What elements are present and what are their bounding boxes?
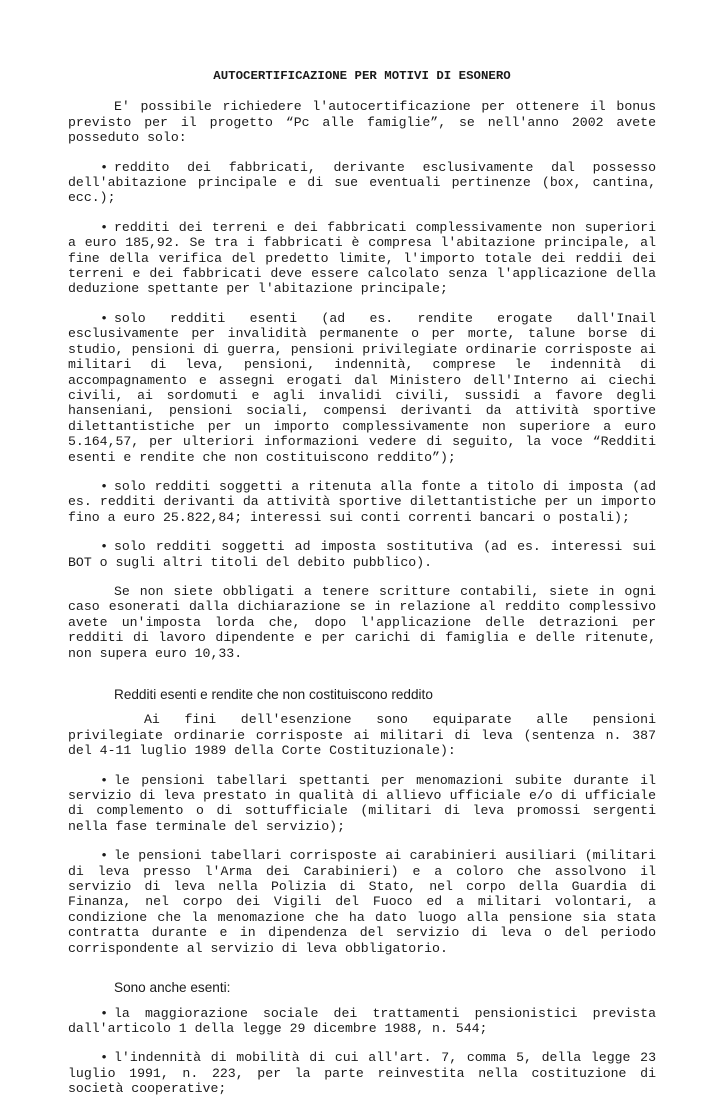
list-item-text: la maggiorazione sociale dei trattamenti pensionistici prevista dall'articolo 1 della legge 29 dicembre 1988, n. 544;	[68, 1005, 656, 1036]
list-item	[68, 160, 656, 206]
list-item	[68, 220, 656, 297]
bullet-icon: •	[100, 159, 108, 175]
section-heading: Redditi esenti e rendite che non costituiscono reddito	[114, 687, 433, 702]
list-item	[68, 1050, 656, 1096]
list-item	[68, 479, 656, 525]
list-item-text: le pensioni tabellari spettanti per menomazioni subite durante il servizio di leva prestato in qualità di allievo ufficiale e/o di ufficiale di complemento o di sottufficiale (militari di leva promossi sergenti nella fase terminale del servizio);	[68, 772, 656, 834]
list-item	[68, 311, 656, 465]
list-item	[68, 848, 656, 956]
section-intro-paragraph: Ai fini dell'esenzione sono equiparate alle pensioni privilegiate ordinarie corrisposte ai militari di leva (sentenza n. 387 del 4-11 luglio 1989 della Corte Costituzionale):	[68, 712, 656, 759]
list-item-text: redditi dei terreni e dei fabbricati complessivamente non superiori a euro 185,92. Se tra i fabbricati è compresa l'abitazione principale, al fine della verifica del predetto limite, l'importo totale dei reddii dei terreni e dei fabbricati deve essere calcolato senza l'applicazione della deduzione spettante per l'abitazione principale;	[68, 219, 656, 297]
intro-paragraph: E' possibile richiedere l'autocertificazione per ottenere il bonus previsto per il progetto “Pc alle famiglie”, se nell'anno 2002 avete posseduto solo:	[68, 99, 656, 146]
document-page	[68, 60, 656, 1111]
bullet-icon: •	[100, 310, 108, 326]
bullet-icon: •	[100, 1005, 108, 1021]
list-item	[68, 1006, 656, 1037]
document-title: AUTOCERTIFICAZIONE PER MOTIVI DI ESONERO	[213, 69, 511, 83]
list-item-text: solo redditi soggetti a ritenuta alla fonte a titolo di imposta (ad es. redditi derivanti da attività sportive dilettantistiche per un importo fino a euro 25.822,84; interessi sui conti correnti bancari o postali);	[68, 478, 656, 525]
list-item	[68, 539, 656, 570]
also-exempt-heading: Sono anche esenti:	[114, 980, 231, 996]
bullet-icon: •	[100, 219, 108, 235]
bullet-icon: •	[100, 772, 108, 788]
exemption-paragraph: Se non siete obbligati a tenere scritture contabili, siete in ogni caso esonerati dalla dichiarazione se in relazione al reddito complessivo avete un'imposta lorda che, dopo l'applicazione delle detrazioni per redditi di lavoro dipendente e per carichi di famiglia e delle ritenute, non supera euro 10,33.	[68, 583, 656, 661]
list-item-text: l'indennità di mobilità di cui all'art. 7, comma 5, della legge 23 luglio 1991, n. 223, per la parte reinvestita nella costituzione di società cooperative;	[68, 1050, 656, 1097]
list-item-text: le pensioni tabellari corrisposte ai carabinieri ausiliari (militari di leva presso l'Arma dei Carabinieri) e a coloro che assolvono il servizio di leva nella Polizia di Stato, nel corpo della Guardia di Finanza, nel corpo dei Vigili del Fuoco ed a militari volontari, a condizione che la menomazione che ha dato luogo alla pensione sia stata contratta durante e in dipendenza del servizio di leva o del periodo corrispondente al servizio di leva obbligatorio.	[68, 848, 656, 956]
list-item-text: solo redditi esenti (ad es. rendite erogate dall'Inail esclusivamente per invalidità permanente o per morte, talune borse di studio, pensioni di guerra, pensioni privilegiate ordinarie corrisposte ai militari di leva, pensioni, indennità, comprese le indennità di accompagnamento e assegni erogati dal Ministero dell'Interno ai ciechi civili, ai sordomuti e agli invalidi civili, sussidi a favore degli hanseniani, pensioni sociali, compensi derivanti da attività sportive dilettantistiche per un importo complessivamente non superiore a euro 5.164,57, per ulteriori informazioni vedere di seguito, la voce “Redditi esenti e rendite che non costituiscono reddito”);	[68, 310, 656, 465]
list-item-text: reddito dei fabbricati, derivante esclusivamente dal possesso dell'abitazione principale e di sue eventuali pertinenze (box, cantina, ecc.);	[68, 159, 656, 206]
bullet-icon: •	[100, 848, 108, 864]
bullet-icon: •	[100, 478, 108, 494]
bullet-icon: •	[100, 1050, 108, 1066]
list-item-text: solo redditi soggetti ad imposta sostitutiva (ad es. interessi sui BOT o sugli altri titoli del debito pubblico).	[68, 539, 656, 570]
bullet-icon: •	[100, 539, 108, 555]
list-item	[68, 773, 656, 835]
